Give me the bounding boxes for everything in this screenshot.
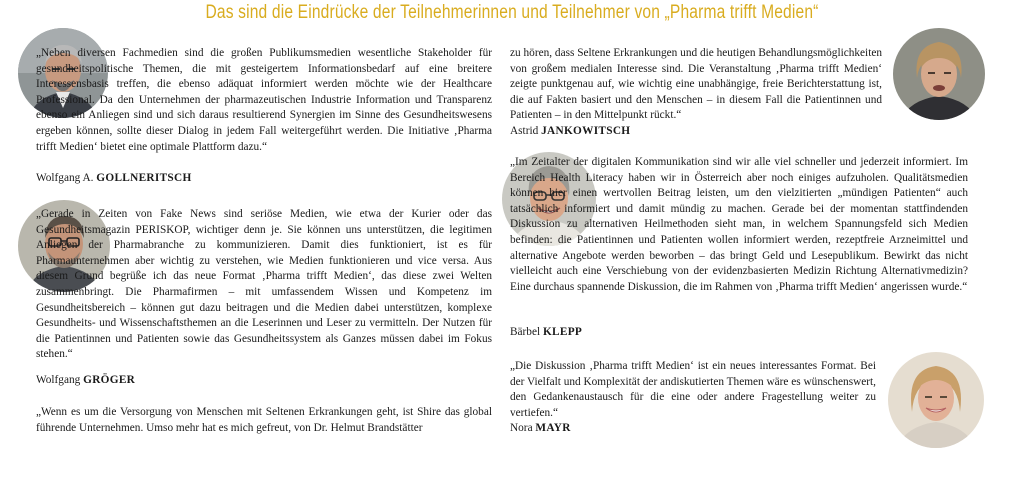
signature-last-name: KLEPP bbox=[542, 326, 583, 338]
quote-jankowitsch-continuation: zu hören, dass Seltene Erkrankungen und die heutigen Behandlungsmöglichkeiten von großem medialen Interesse sind. Die Veranstaltung ‚Pharma trifft Medien‘ zeigte punktgenau auf, wie wichtig eine unabhängige, freie Berichterstattung ist, die auf Fakten basiert und den Menschen – in diesem Fall die Patientinnen und Patienten – in den Mittelpunkt rückt.“ bbox=[510, 47, 882, 122]
signature-jankowitsch bbox=[510, 124, 630, 140]
signature-first-name: Wolfgang bbox=[36, 374, 81, 386]
signature-first-name: Astrid bbox=[510, 125, 539, 137]
quote-gollneritsch-text: „Neben diversen Fachmedien sind die großen Publikumsmedien wesentliche Stakeholder für gesundheitspolitische Themen, die mit gesteigertem Informationsbedarf auf eine breitere Interessensbasis treffen, die ebenso adäquat informiert werden möchte wie der Healthcare Professional. Da den Unternehmen der pharmazeutischen Industrie Information und Transparenz ebenso ein Anliegen sind und sich daraus resultierend Synergien im Sinne des Gesundheitswesens ergeben können, sollte dieser Dialog in jedem Fall weitergeführt werden. Die Initiative ‚Pharma trifft Medien‘ bietet eine optimale Plattform dazu.“ bbox=[36, 47, 492, 153]
signature-last-name: GRÖGER bbox=[83, 374, 136, 386]
portrait-mayr bbox=[888, 352, 984, 448]
quote-klepp-text: „Im Zeitalter der digitalen Kommunikation sind wir alle viel schneller und jederzeit informiert. Im Bereich Health Literacy haben wir in Österreich aber noch einiges aufzuholen. Qualitätsmedien können hier einen wertvollen Beitrag leisten, um den vielzitierten „mündigen Patienten“ auch tatsächlich informiert und damit mündig zu machen. Gerade bei der momentan stattfindenden Diskussion zu alternativen Heilmethoden sieht man, in welchem Spannungsfeld sich Medien befinden: die Patientinnen und Patienten wollen informiert werden, rezeptfreie Arzneimittel und alternative Angebote werden beworben – das bringt Geld und Lesepublikum. Bewirkt das nicht vielleicht auch eine Verschiebung von der evidenzbasierten Medizin Richtung Alternativmedizin? Eine durchaus spannende Diskussion, die im Rahmen von ‚Pharma trifft Medien‘ angerissen wurde.“ bbox=[510, 156, 968, 293]
signature-last-name: MAYR bbox=[535, 422, 571, 434]
signature-groeger bbox=[36, 373, 135, 389]
signature-mayr bbox=[510, 421, 571, 437]
page-title: Das sind die Eindrücke der Teilnehmerinnen und Teilnehmer von „Pharma trifft Medien“ bbox=[205, 2, 819, 23]
signature-gollneritsch bbox=[36, 171, 192, 187]
quote-jankowitsch-text: „Wenn es um die Versorgung von Menschen mit Seltenen Erkrankungen geht, ist Shire das global führende Unternehmen. Umso mehr hat es mich gefreut, von Dr. Helmut Brandstätter bbox=[36, 406, 492, 434]
signature-last-name: GOLLNERITSCH bbox=[96, 172, 192, 184]
quote-groeger-text: „Gerade in Zeiten von Fake News sind seriöse Medien, wie etwa der Kurier oder das Gesundheitsmagazin PERISKOP, wichtiger denn je. Sie können uns unterstützen, die legitimen Anliegen der Pharmabranche zu kommunizieren. Damit dies funktioniert, ist es für Pharmaunternehmen aber wichtig zu verstehen, wie Medien funktionieren und vice versa. Aus diesem Grund begrüße ich das neue Format ‚Pharma trifft Medien‘, das diese zwei Welten zusammenbringt. Die Pharmafirmen – mit umfassendem Wissen und Kompetenz im Gesundheitsbereich – können gut dazu beitragen und die Medien dabei unterstützen, komplexe Gesundheits- und Wissenschaftsthemen an die Leserinnen und Leser zu vermitteln. Der Nutzen für die Patientinnen und Patienten sowie das Gesundheitssystem als Ganzes müssen dabei im Fokus stehen.“ bbox=[36, 208, 492, 361]
signature-last-name: JANKOWITSCH bbox=[541, 125, 631, 137]
signature-first-name: Bärbel bbox=[510, 326, 541, 338]
quote-mayr-text: „Die Diskussion ‚Pharma trifft Medien‘ ist ein neues interessantes Format. Bei der Vielfalt und Komplexität der andiskutierten Themen wäre es wünschenswert, den Gedankenaustausch für die eine oder andere Fragestellung weiter zu vertiefen.“ bbox=[510, 360, 876, 419]
signature-klepp bbox=[510, 325, 582, 341]
portrait-jankowitsch bbox=[893, 28, 985, 120]
signature-first-name: Nora bbox=[510, 422, 533, 434]
signature-first-name: Wolfgang A. bbox=[36, 172, 94, 184]
